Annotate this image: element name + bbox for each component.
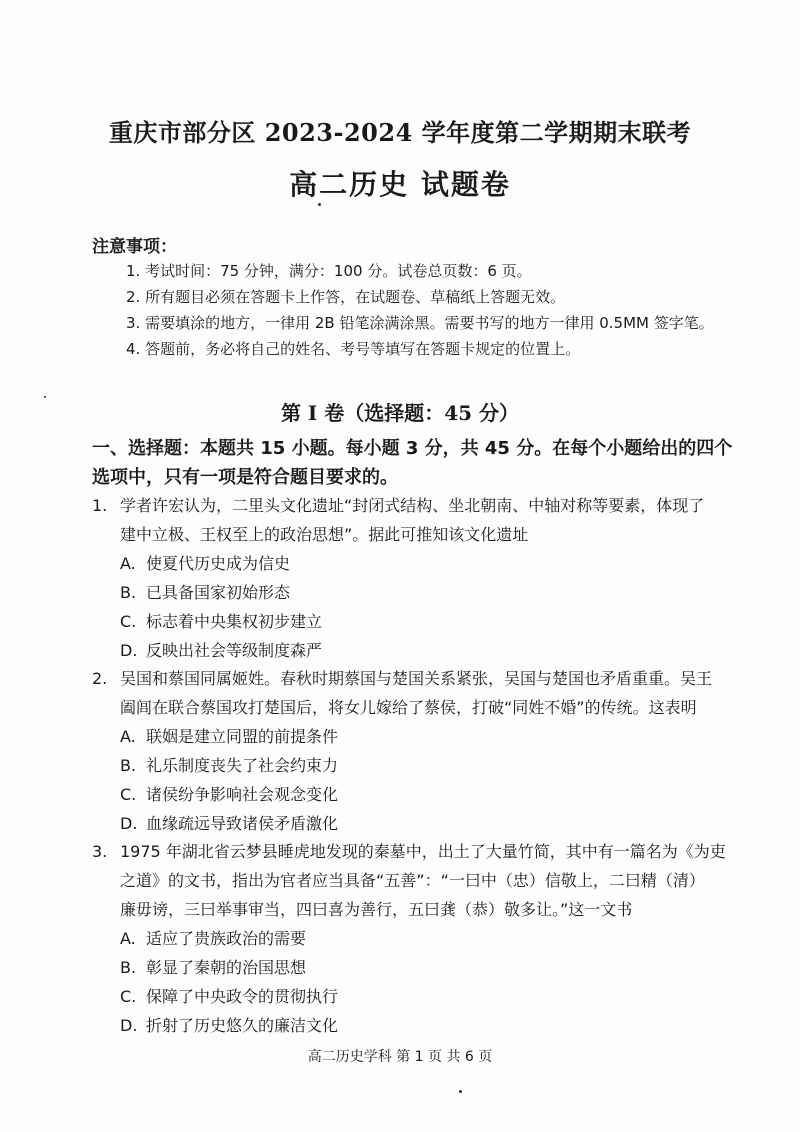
question-stem-line: 1975 年湖北省云梦县睡虎地发现的秦墓中，出土了大量竹简，其中有一篇名为《为吏 [120,842,726,861]
option-c [92,982,732,1011]
scan-speck [44,396,46,398]
page-footer: 高二历史学科 第 1 页 共 6 页 [307,1049,493,1065]
notice-item: 1. 考试时间：75 分钟，满分：100 分。试卷总页数：6 页。 [126,262,532,280]
question-1 [92,491,732,665]
option-text: 血缘疏远导致诸侯矛盾激化 [146,814,339,833]
question-stem-line: 建中立极、王权至上的政治思想”。据此可推知该文化遗址 [120,525,529,544]
option-d [92,809,732,838]
notice-list [126,258,714,362]
option-letter: B. [120,756,137,775]
option-b [92,953,732,982]
notice-item: 3. 需要填涂的地方，一律用 2B 铅笔涂满涂黑。需要书写的地方一律用 0.5MM 签字笔。 [126,314,714,332]
option-d [92,636,732,665]
question-number: 2. [92,669,108,688]
option-b [92,578,732,607]
paper-title: 高二历史 试题卷 [289,168,511,201]
question-number: 1. [92,496,108,515]
question-3 [92,837,732,1040]
option-b [92,751,732,780]
option-text: 反映出社会等级制度森严 [146,641,323,660]
option-text: 折射了历史悠久的廉洁文化 [146,1016,339,1035]
question-number: 3. [92,842,108,861]
option-letter: C. [120,987,137,1006]
option-a [92,549,732,578]
option-c [92,607,732,636]
option-text: 已具备国家初始形态 [146,583,291,602]
option-letter: A. [120,554,136,573]
option-text: 保障了中央政令的贯彻执行 [146,987,339,1006]
option-letter: B. [120,583,137,602]
notice-heading: 注意事项： [92,237,177,257]
option-text: 彰显了秦朝的治国思想 [146,958,307,977]
question-2 [92,664,732,838]
section-intro-line: 选项中，只有一项是符合题目要求的。 [92,467,398,488]
option-text: 适应了贵族政治的需要 [146,929,307,948]
option-text: 使夏代历史成为信史 [146,554,291,573]
option-a [92,722,732,751]
option-letter: A. [120,929,136,948]
notice-item: 4. 答题前，务必将自己的姓名、考号等填写在答题卡规定的位置上。 [126,340,581,358]
option-text: 诸侯纷争影响社会观念变化 [146,785,339,804]
notice-item: 2. 所有题目必须在答题卡上作答，在试题卷、草稿纸上答题无效。 [126,288,566,306]
option-text: 联姻是建立同盟的前提条件 [146,727,339,746]
question-stem-line: 吴国和蔡国同属姬姓。春秋时期蔡国与楚国关系紧张，吴国与楚国也矛盾重重。吴王 [120,669,713,688]
section-intro-line: 一、选择题：本题共 15 小题。每小题 3 分，共 45 分。在每个小题给出的四个 [92,438,733,459]
option-letter: C. [120,785,137,804]
section-title: 第 I 卷（选择题：45 分） [280,401,520,425]
scan-speck [318,203,321,206]
section-intro [92,434,733,492]
option-letter: C. [120,612,137,631]
question-stem-line: 阖闾在联合蔡国攻打楚国后，将女儿嫁给了蔡侯，打破“同姓不婚”的传统。这表明 [120,698,697,717]
option-letter: D. [120,641,138,660]
option-letter: D. [120,814,138,833]
option-d [92,1011,732,1040]
scan-speck [459,1090,462,1093]
question-stem-line: 之道》的文书，指出为官者应当具备“五善”：“一曰中（忠）信敬上，二曰精（清） [120,871,705,890]
option-c [92,780,732,809]
option-letter: D. [120,1016,138,1035]
exam-title: 重庆市部分区 2023-2024 学年度第二学期期末联考 [108,118,692,147]
question-stem-line: 学者许宏认为，二里头文化遗址“封闭式结构、坐北朝南、中轴对称等要素，体现了 [120,496,705,515]
option-a [92,924,732,953]
option-letter: B. [120,958,137,977]
option-text: 标志着中央集权初步建立 [146,612,323,631]
question-stem-line: 廉毋谤，三曰举事审当，四曰喜为善行，五曰龚（恭）敬多让。”这一文书 [120,900,633,919]
option-text: 礼乐制度丧失了社会约束力 [146,756,339,775]
option-letter: A. [120,727,136,746]
